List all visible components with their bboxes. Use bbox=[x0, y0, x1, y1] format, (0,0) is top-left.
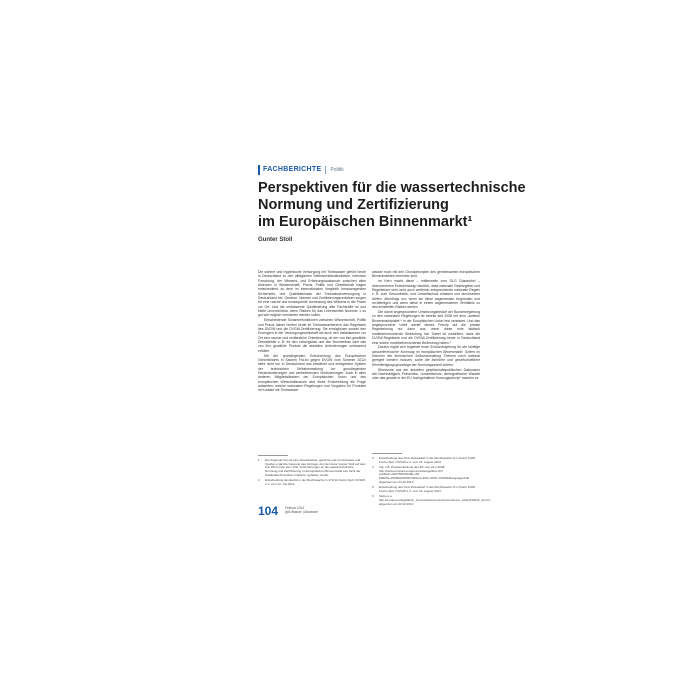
footnote bbox=[372, 494, 491, 506]
section-name: FACHBERICHTE bbox=[263, 166, 322, 173]
footnote-text: Entscheidung des OLG Düsseldorf in der Rechtssache VI-U (Kart) 11/08 Fra.bo SpA / DVGW e.V. vom 14. August 2013 bbox=[379, 456, 475, 464]
footnote-text: Entscheidung des EuGH in der Rechtssache C-171/11 Fra.bo SpA / DVGW e.V. vom 12. Juli 2012 bbox=[265, 478, 365, 486]
footnote bbox=[258, 479, 366, 486]
footnotes-right bbox=[372, 456, 491, 508]
body-paragraph: Stichworte aus der aktuellen gesellschaftspolitischen Diskussion wie Nachhaltigkeit, Prävention, Umweltschutz, demografischer Wandel oder das gerade in der EU hochgehaltene Vorsorgeprinzip⁶ machen es bbox=[372, 367, 480, 381]
footnote bbox=[258, 459, 366, 478]
footnotes-left bbox=[258, 459, 366, 488]
body-column-left bbox=[258, 270, 366, 393]
page-number: 104 bbox=[258, 504, 279, 518]
footnote bbox=[372, 486, 480, 493]
footnote-number: 6 bbox=[372, 494, 374, 499]
body-paragraph: Entscheidende Schamierfunktionen zwischen Wissenschaft, Politik und Praxis haben hierbei heute im Trinkwasserbereich das Regelwerk des DVGW und die DVGW-Zertifizierung. Sie ermöglichen sowohl den Erzeugern in der Versorgungswirtschaft als auch den Installateuren vor Ort eine rasche und verlässliche Orientierung, ob der von ihm gewählte Dienstleister z. B. für den Leitungsbau und den Brunnenbau oder das von ihm gewählte Produkt die aktuellen Anforderungen umfassend erfüllen. bbox=[258, 318, 366, 353]
footnote-text: Der folgende Text ist eine überarbeitete, gekürzte und um Hinweise und Quellen ergänzte Fassung des Vortrags, den der Autor Gunter Stoll auf dem erst 2013 unter dem Titel „Anforderungen an die wassertechnische Normung und Zertifizierung im Europäischen Binnenmarkt aus Sicht der Gebäudetechnischen Industrie“ gehalten wurde. bbox=[265, 458, 366, 477]
body-column-right bbox=[372, 270, 480, 381]
article-author: Gunter Stoll bbox=[258, 237, 293, 243]
section-divider bbox=[325, 166, 326, 174]
footnote-text: Vgl. z.B. Pressemitteilung des EP vom 21.2.2008: http://www.europarl.europa.eu/sides/getDoc.do?pubRef=-//EP//NONSGML+IM-PRESS+20080222IPR22189+0+DOC+PDF+V0//DE&language=DE abgerufen am 24.10.2013 bbox=[379, 465, 469, 484]
body-paragraph: Die sichere und hygienische Versorgung mit Trinkwasser gehört heute in Deutschland zu den alltäglichen Selbstverständlichkeiten. Intensive Forschung, der Wissens- und Erfahrungsaustausch zwischen allen Akteuren in Wissenschaft, Praxis, Politik und Gesellschaft tragen entscheidend zu dem im internationalen Vergleich herausragenden Sicherheits- und Qualitätsniveau der Trinkwasserversorgung in Deutschland bei. Gesetze, Normen und Zertifizierungsverfahren sorgen für eine rasche und konsequente Umsetzung des Wissens in die Praxis vor Ort. Und die umfassende Qualifizierung aller Fachkräfte ist und bleibt unverzichtbar, wenn Risiken für das Lebensmittel Nummer 1 so gut wie möglich vermieden werden sollen. bbox=[258, 270, 366, 318]
article-title-line-3: im Europäischen Binnenmarkt¹ bbox=[258, 214, 473, 230]
body-paragraph: Die damit angesprochene Umsetzungsbedarf der Bundesregierung zu den nationalen Regelungen ist bereits seit 2008 mit dem „zweiten Binnenmarktpaket“⁴ in der Europäischen Union fest verankert. Und das angesprochene Urteil wertet dieses Prinzip auf die private Regelsetzung nur dann aus, wenn diese eine faktisch marktbeherrschende Bedeutung hat. Dabei ist umstritten, dass die DVGW-Regelwerk und die DVGW-Zertifizierung heute in Deutschland eine solche marktbeherrschende Bedeutung haben.⁵ bbox=[372, 310, 480, 345]
article-title bbox=[258, 180, 558, 231]
footnote bbox=[372, 457, 480, 464]
footnote-number: 3 bbox=[372, 456, 374, 460]
body-paragraph: wasser noch mit den Grundprinzipien des gemeinsamen europäischen Binnenmarktes vereinbar sind. bbox=[372, 270, 480, 279]
footnote-number: 4 bbox=[372, 465, 374, 469]
footnote-number: 2 bbox=[258, 478, 260, 483]
footnote-divider bbox=[258, 455, 288, 456]
article-title-line-2: Normung und Zertifizierung bbox=[258, 197, 449, 213]
article-title-line-1: Perspektiven für die wassertechnische bbox=[258, 180, 526, 196]
section-header bbox=[258, 165, 344, 175]
body-paragraph-emphasis: Daraus ergibt sich folgende erste Schlussfolgerung für die künftige wassertechnische Normung im europäischen Binnenmarkt: Sofern im Rahmen der technischen Selbstverwaltung Themen noch national geregelt werden müssen, sollte die fachliche und gesellschaftliche Rechtfertigungsgrundlage der Normungsarbeit stehen. bbox=[372, 345, 480, 367]
page-meta-line: gwf-Wasser | Abwasser bbox=[285, 510, 319, 514]
section-subsection: Politik bbox=[330, 167, 344, 173]
section-accent-bar bbox=[258, 165, 260, 175]
footnote-number: 1 bbox=[258, 458, 260, 462]
page-meta bbox=[285, 506, 318, 514]
footnote bbox=[372, 466, 480, 485]
footnote-text: Entscheidung des OLG Düsseldorf in der Rechtssache VI-U (Kart) 11/08 Fra.bo SpA / DVGW e.V. vom 14. August 2013 bbox=[379, 485, 475, 493]
footnote-divider bbox=[372, 453, 402, 454]
body-paragraph: Im Kern macht diese – mittlerweile vom OLG Düsseldorf – übernommene Entscheidung³ deutlich, dass nationale Gesetzgeber und Regelsetzer sehr wohl auch weiterhin entsprechende nationale Regeln z. B. zum Gesundheits- und Umweltschutz erlassen und durchsetzen dürfen. Allerdings nur, wenn sie diese angemessen begründen und rechtfertigen und wenn diese in einem angemessenen Verhältnis zu den ermittelten Risiken stehen. bbox=[372, 279, 480, 310]
footnote-text: Siehe u.a. http://europa.eu/legislation_summaries/consumers/consumer_safety/l32042_de.htm abgerufen am 23.10.2013 bbox=[379, 494, 491, 506]
page-meta-line: Februar 2014 bbox=[285, 506, 305, 510]
footnote-number: 5 bbox=[372, 485, 374, 490]
body-paragraph: Mit der grundlegenden Entscheidung des Europäischen Gerichtshofes in Sachen Fra.bo gegen DVGW vom Sommer 2012² steht nicht nur in Deutschland das bewährte und erfolgreiche System der technischen Selbstverwaltung vor grundlegenden Herausforderungen und weitreichenden Veränderungen. Auch in allen anderen Mitgliedsländern der Europäischen Union und des europäischen Wirtschaftsraums wird diese Entscheidung die Frage aufwerfen, welche nationalen Regelungen und Vorgaben für Produkte im Kontakt mit Trinkwasser bbox=[258, 353, 366, 393]
